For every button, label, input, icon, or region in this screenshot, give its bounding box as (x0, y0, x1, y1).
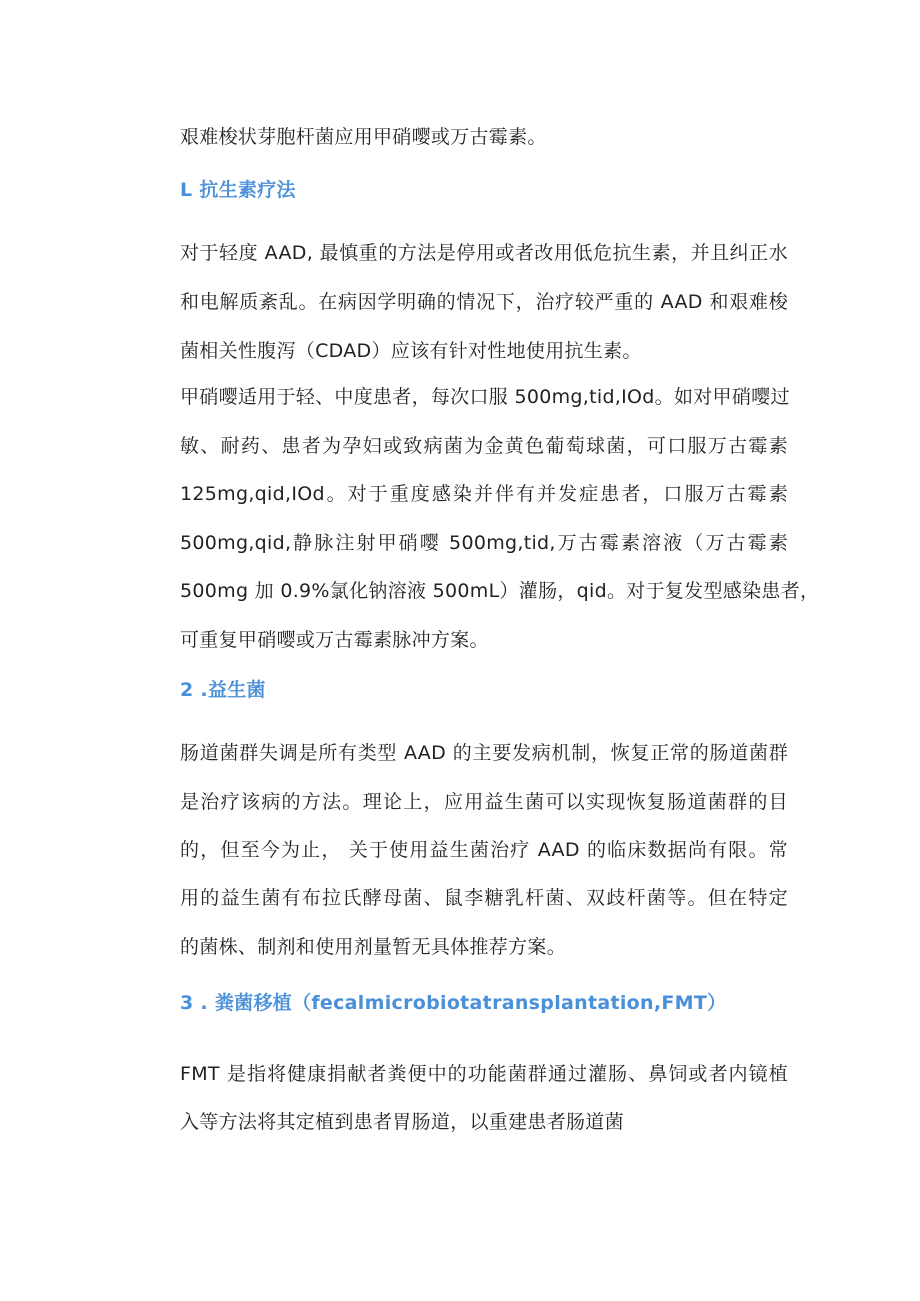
paragraph-line: 艰难梭状芽胞杆菌应用甲硝嘤或万古霉素。 (180, 126, 547, 148)
paragraph-line: 菌相关性腹泻（CDAD）应该有针对性地使用抗生素。 (180, 340, 642, 362)
section-heading-fmt: 3 . 粪菌移植（fecalmicrobiotatransplantation,FMT） (180, 992, 727, 1014)
paragraph-line: 的菌株、制剂和使用剂量暂无具体推荐方案。 (180, 936, 567, 958)
paragraph-line: 125mg,qid,IOd。对于重度感染并伴有并发症患者，口服万古霉素 (180, 483, 788, 505)
paragraph-line: 敏、耐药、患者为孕妇或致病菌为金黄色葡萄球菌，可口服万古霉素 (180, 435, 788, 457)
paragraph-line: 是治疗该病的方法。理论上，应用益生菌可以实现恢复肠道菌群的目 (180, 791, 788, 813)
section-heading-probiotics: 2 .益生菌 (180, 679, 266, 701)
paragraph-line: 的，但至今为止， 关于使用益生菌治疗 AAD 的临床数据尚有限。常 (180, 839, 788, 861)
paragraph-line: 甲硝嘤适用于轻、中度患者，每次口服 500mg,tid,IOd。如对甲硝嘤过 (180, 386, 790, 408)
paragraph-line: 肠道菌群失调是所有类型 AAD 的主要发病机制，恢复正常的肠道菌群 (180, 742, 788, 764)
paragraph-line: 对于轻度 AAD, 最慎重的方法是停用或者改用低危抗生素，并且纠正水 (180, 242, 788, 264)
section-heading-antibiotic-therapy: L 抗生素疗法 (180, 179, 296, 201)
paragraph-line: FMT 是指将健康捐献者粪便中的功能菌群通过灌肠、鼻饲或者内镜植 (180, 1063, 788, 1085)
paragraph-line: 500mg 加 0.9%氯化钠溶液 500mL）灌肠，qid。对于复发型感染患者， (180, 580, 820, 602)
paragraph-line: 可重复甲硝嘤或万古霉素脉冲方案。 (180, 629, 489, 651)
paragraph-line: 和电解质紊乱。在病因学明确的情况下，治疗较严重的 AAD 和艰难梭 (180, 291, 788, 313)
paragraph-line: 500mg,qid,静脉注射甲硝嘤 500mg,tid,万古霉素溶液（万古霉素 (180, 532, 788, 554)
paragraph-line: 用的益生菌有布拉氏酵母菌、鼠李糖乳杆菌、双歧杆菌等。但在特定 (180, 887, 788, 909)
paragraph-line: 入等方法将其定植到患者胃肠道，以重建患者肠道菌 (180, 1111, 624, 1133)
